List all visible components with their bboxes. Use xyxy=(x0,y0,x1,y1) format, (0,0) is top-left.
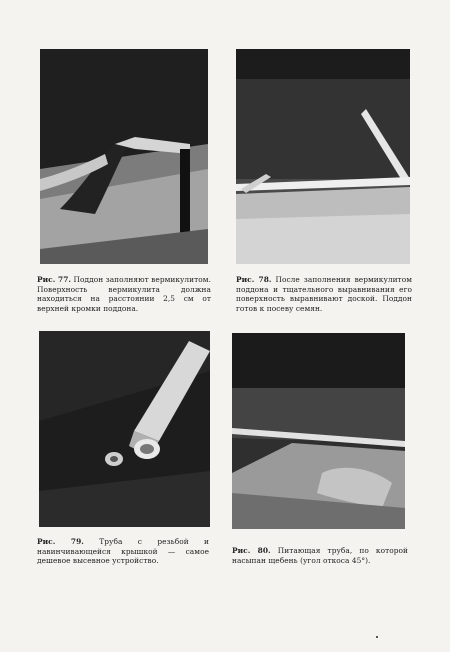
figure-80-number: Рис. 80. xyxy=(232,546,271,555)
figure-78-text: После заполнения вермикулитом поддона и тщательного выравнивания его поверхность выравнивают доской. Поддон готов к посеву семян. xyxy=(236,275,412,313)
page-speck xyxy=(376,636,378,638)
figure-80-photo xyxy=(232,333,405,529)
figure-79-caption xyxy=(37,537,209,566)
figure-79-text: Труба с резьбой и навинчивающейся крышкой — самое дешевое высевное устройство. xyxy=(37,537,210,566)
figure-77-caption xyxy=(37,275,211,313)
figure-79-number: Рис. 79. xyxy=(37,537,84,546)
figure-77-number: Рис. 77. xyxy=(37,275,72,284)
figure-80-caption xyxy=(232,546,408,565)
figure-80-text: Питающая труба, по которой насыпан щебень (угол откоса 45°). xyxy=(232,546,408,565)
figure-78-photo xyxy=(236,49,410,264)
figure-78-caption xyxy=(236,275,412,313)
figure-77-photo xyxy=(40,49,208,264)
figure-79-photo xyxy=(39,331,210,527)
figure-77-text: Поддон заполняют вермикулитом. Поверхность вермикулита должна находиться на расстоянии 2,5 см от верхней кромки поддона. xyxy=(37,275,211,313)
figure-78-number: Рис. 78. xyxy=(236,275,272,284)
